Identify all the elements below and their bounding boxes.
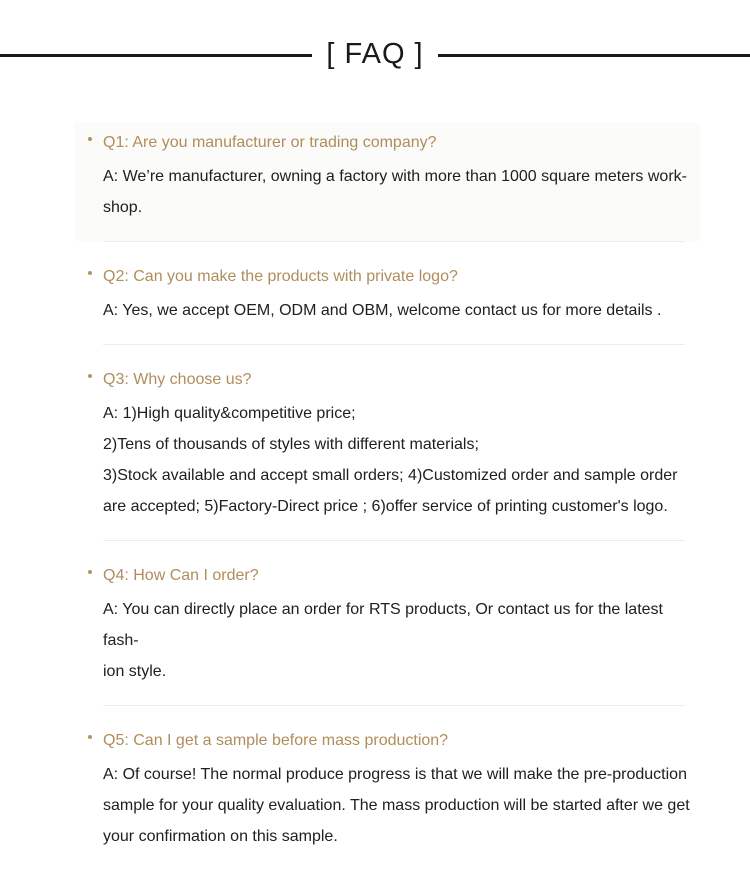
answer-line: A: You can directly place an order for RTS products, Or contact us for the latest fash- bbox=[103, 601, 663, 649]
answer-line: sample for your quality evaluation. The mass production will be started after we get bbox=[103, 797, 690, 814]
answer-line: ion style. bbox=[103, 663, 167, 680]
header-rule-right bbox=[438, 54, 750, 57]
divider bbox=[103, 344, 685, 345]
faq-question-5: Q5: Can I get a sample before mass production? bbox=[103, 732, 449, 749]
answer-line: A: Of course! The normal produce progress is that we will make the pre-production bbox=[103, 766, 687, 783]
answer-line: are accepted; 5)Factory-Direct price ; 6)offer service of printing customer's logo. bbox=[103, 498, 668, 515]
divider bbox=[103, 241, 685, 242]
divider bbox=[103, 540, 685, 541]
faq-item-3 bbox=[75, 359, 700, 540]
bullet-icon bbox=[88, 271, 92, 275]
faq-question-3: Q3: Why choose us? bbox=[103, 371, 252, 388]
answer-line: your confirmation on this sample. bbox=[103, 828, 338, 845]
bullet-icon bbox=[88, 137, 92, 141]
bullet-icon bbox=[88, 374, 92, 378]
faq-answer-4 bbox=[103, 594, 700, 687]
faq-item-1 bbox=[75, 122, 700, 241]
faq-item-2 bbox=[75, 256, 700, 344]
faq-answer-3 bbox=[103, 398, 700, 522]
page-title: [ FAQ ] bbox=[326, 38, 424, 70]
faq-answer-2 bbox=[103, 295, 700, 326]
faq-item-5 bbox=[75, 720, 700, 870]
faq-question-4: Q4: How Can I order? bbox=[103, 567, 259, 584]
faq-question-1: Q1: Are you manufacturer or trading company? bbox=[103, 134, 437, 151]
answer-line: A: We’re manufacturer, owning a factory with more than 1000 square meters work- bbox=[103, 168, 687, 185]
faq-question-2: Q2: Can you make the products with private logo? bbox=[103, 268, 458, 285]
bullet-icon bbox=[88, 570, 92, 574]
answer-line: 3)Stock available and accept small orders; 4)Customized order and sample order bbox=[103, 467, 678, 484]
faq-header bbox=[0, 30, 750, 78]
faq-answer-5 bbox=[103, 759, 700, 852]
answer-line: A: 1)High quality&competitive price; bbox=[103, 405, 356, 422]
answer-line: shop. bbox=[103, 199, 143, 216]
divider bbox=[103, 705, 685, 706]
header-rule-left bbox=[0, 54, 312, 57]
answer-line: A: Yes, we accept OEM, ODM and OBM, welcome contact us for more details . bbox=[103, 302, 662, 319]
answer-line: 2)Tens of thousands of styles with different materials; bbox=[103, 436, 479, 453]
faq-list bbox=[75, 122, 700, 870]
faq-answer-1 bbox=[103, 161, 700, 223]
faq-item-4 bbox=[75, 555, 700, 705]
bullet-icon bbox=[88, 735, 92, 739]
